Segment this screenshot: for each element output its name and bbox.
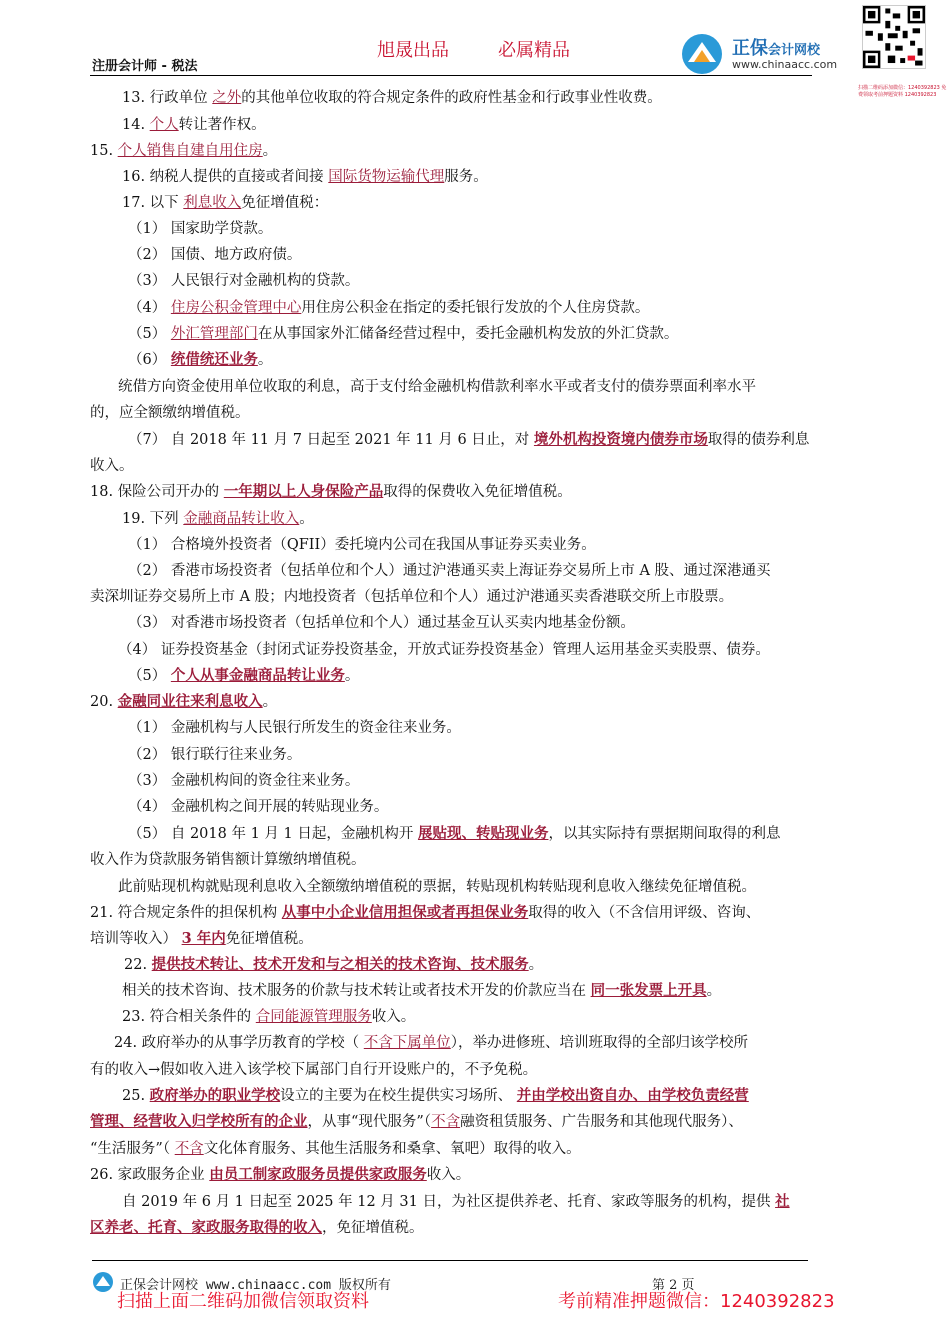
text-line	[128, 666, 359, 686]
text-segment: 免征增值税：	[241, 195, 329, 211]
footer-divider	[92, 1260, 808, 1261]
text-line	[114, 1033, 748, 1053]
slogan-left: 旭晟出品	[377, 40, 449, 61]
keyword-highlight: 一年期以上人身保险产品	[223, 483, 384, 500]
keyword-highlight: 个人	[149, 117, 179, 133]
page-number: 第 2 页	[652, 1278, 695, 1293]
text-segment: 24. 政府举办的从事学历教育的学校（	[114, 1035, 364, 1051]
text-segment: 21. 符合规定条件的担保机构	[90, 905, 282, 921]
text-segment: 收入。	[426, 1167, 471, 1183]
text-line	[90, 1139, 581, 1159]
text-segment: （2） 银行联行往来业务。	[128, 747, 302, 763]
keyword-highlight: 由员工制家政服务员提供家政服务	[209, 1166, 427, 1183]
text-segment: 。	[262, 143, 278, 159]
keyword-highlight: 社	[775, 1193, 790, 1210]
text-segment: （4） 证券投资基金（封闭式证券投资基金，开放式证券投资基金）管理人运用基金买卖股票、债券。	[118, 642, 770, 658]
text-line	[122, 1086, 749, 1106]
text-segment: 20.	[90, 694, 118, 710]
text-segment: 。	[528, 957, 544, 973]
keyword-highlight: 境外机构投资境内债券市场	[533, 431, 708, 448]
text-line	[128, 535, 596, 555]
text-line	[128, 271, 359, 291]
keyword-highlight: 统借统还业务	[170, 351, 258, 368]
text-segment: 13. 行政单位	[122, 90, 213, 106]
text-segment: 的其他单位收取的符合规定条件的政府性基金和行政事业性收费。	[241, 90, 662, 106]
text-line	[90, 692, 277, 712]
text-segment: 取得的收入（不含信用评级、咨询、	[528, 905, 761, 921]
text-line	[128, 430, 809, 450]
text-line	[122, 509, 314, 529]
text-segment: 自 2019 年 6 月 1 日起至 2025 年 12 月 31 日，为社区提供养老、托育、家政等服务的机构，提供	[122, 1194, 776, 1210]
header-divider	[90, 75, 812, 76]
text-segment: “生活服务”（	[90, 1141, 175, 1157]
text-line	[90, 1060, 537, 1080]
text-line	[90, 1112, 743, 1132]
text-line	[128, 613, 635, 633]
text-segment: 统借方向资金使用单位收取的利息，高于支付给金融机构借款利率水平或者支付的债券票面利率水平	[118, 379, 756, 395]
text-segment: 16. 纳税人提供的直接或者间接	[122, 169, 329, 185]
text-line	[122, 193, 328, 213]
text-segment: （1） 合格境外投资者（QFII）委托境内公司在我国从事证券买卖业务。	[128, 537, 596, 553]
text-line	[128, 350, 272, 370]
text-segment: （4） 金融机构之间开展的转贴现业务。	[128, 799, 389, 815]
text-line	[90, 141, 277, 161]
text-line	[90, 587, 733, 607]
text-line	[128, 824, 780, 844]
text-segment: 收入。	[371, 1009, 416, 1025]
text-segment: 卖深圳证券交易所上市 A 股；内地投资者（包括单位和个人）通过沪港通买卖香港联交所上市股票。	[90, 589, 734, 605]
text-line	[118, 377, 756, 397]
text-line	[128, 219, 272, 239]
text-line	[128, 745, 301, 765]
text-line	[128, 324, 678, 344]
text-segment: （7） 自 2018 年 11 月 7 日起至 2021 年 11 月 6 日止，对	[128, 432, 534, 448]
text-line	[124, 955, 543, 975]
text-segment: （4）	[128, 300, 171, 316]
text-line	[90, 1218, 424, 1238]
text-segment: 。	[257, 352, 273, 368]
text-segment: 在从事国家外汇储备经营过程中，委托金融机构发放的外汇贷款。	[257, 326, 679, 342]
text-line	[90, 482, 572, 502]
promo-right: 考前精准押题微信：1240392823	[558, 1291, 835, 1312]
text-segment: （2） 国债、地方政府债。	[128, 247, 302, 263]
text-segment: 设立的主要为在校生提供实习场所、	[280, 1088, 517, 1104]
text-line	[122, 115, 266, 135]
keyword-highlight: 外汇管理部门	[170, 326, 258, 342]
promo-left: 扫描上面二维码加微信领取资料	[117, 1291, 369, 1312]
text-segment: （5）	[128, 326, 171, 342]
text-segment: 。	[706, 983, 722, 999]
logo-url: www.chinaacc.com	[732, 58, 838, 71]
keyword-highlight: 从事中小企业信用担保或者再担保业务	[281, 904, 529, 921]
keyword-highlight: 个人销售自建自用住房	[117, 143, 263, 159]
keyword-highlight: 个人从事金融商品转让业务	[170, 667, 345, 684]
text-line	[128, 797, 388, 817]
footer-copyright: 正保会计网校 www.chinaacc.com 版权所有	[120, 1278, 391, 1293]
text-segment: （3） 对香港市场投资者（包括单位和个人）通过基金互认买卖内地基金份额。	[128, 615, 635, 631]
text-line	[90, 1165, 470, 1185]
text-line	[128, 561, 771, 581]
text-line	[90, 403, 250, 423]
keyword-highlight: 合同能源管理服务	[255, 1009, 372, 1025]
text-segment: 融资租赁服务、广告服务和其他现代服务）、	[460, 1114, 743, 1130]
text-segment: 的，应全额缴纳增值税。	[90, 405, 250, 421]
keyword-highlight: 同一张发票上开具	[590, 982, 707, 999]
text-segment: 培训等收入）	[90, 931, 182, 947]
keyword-highlight: 之外	[212, 90, 242, 106]
text-segment: 19. 下列	[122, 511, 184, 527]
text-segment: （1） 金融机构与人民银行所发生的资金往来业务。	[128, 720, 461, 736]
keyword-highlight: 金融同业往来利息收入	[117, 693, 263, 710]
chinaacc-logo-icon	[678, 32, 728, 76]
text-segment: 有的收入→假如收入进入该学校下属部门自行开设账户的，不予免税。	[90, 1062, 538, 1078]
text-segment: 14.	[122, 117, 150, 133]
keyword-highlight: 住房公积金管理中心	[170, 300, 302, 316]
keyword-highlight: 政府举办的职业学校	[149, 1087, 281, 1104]
text-segment: 收入作为贷款服务销售额计算缴纳增值税。	[90, 852, 366, 868]
text-segment: （1） 国家助学贷款。	[128, 221, 273, 237]
text-segment: 用住房公积金在指定的委托银行发放的个人住房贷款。	[301, 300, 650, 316]
text-line	[128, 771, 359, 791]
keyword-highlight: 不含	[431, 1114, 461, 1130]
text-segment: （2） 香港市场投资者（包括单位和个人）通过沪港通买卖上海证券交易所上市 A 股、通过深港通买	[128, 563, 771, 579]
text-line	[122, 981, 721, 1001]
text-segment: 取得的保费收入免征增值税。	[383, 484, 572, 500]
text-segment: 26. 家政服务企业	[90, 1167, 210, 1183]
text-segment: 相关的技术咨询、技术服务的价款与技术转让或者技术开发的价款应当在	[122, 983, 591, 999]
keyword-highlight: 管理、经营收入归学校所有的企业	[90, 1113, 308, 1130]
keyword-highlight: 3 年内	[181, 930, 226, 947]
text-segment: 。	[299, 511, 314, 527]
text-segment: 取得的债券利息	[707, 432, 810, 448]
text-line	[118, 877, 756, 897]
qr-note: 扫描二维码添加微信：1240392823 免费领取考前押题资料 1240392823	[858, 85, 947, 98]
text-segment: 22.	[124, 957, 152, 973]
text-line	[128, 298, 649, 318]
text-segment: 此前贴现机构就贴现利息收入全额缴纳增值税的票据，转贴现机构转贴现利息收入继续免征增值税。	[118, 879, 756, 895]
text-segment: 转让著作权。	[178, 117, 266, 133]
keyword-highlight: 区养老、托育、家政服务取得的收入	[90, 1219, 322, 1236]
text-line	[122, 1007, 415, 1027]
text-segment: 服务。	[444, 169, 488, 185]
keyword-highlight: 金融商品转让收入	[183, 511, 300, 527]
slogan-right: 必属精品	[498, 40, 570, 61]
text-segment: 免征增值税。	[225, 931, 313, 947]
text-segment: 文化体育服务、其他生活服务和桑拿、氧吧）取得的收入。	[203, 1141, 581, 1157]
text-segment: （3） 金融机构间的资金往来业务。	[128, 773, 360, 789]
text-segment: ，从事“现代服务”（	[307, 1114, 432, 1130]
text-line	[122, 1192, 790, 1212]
course-title: 注册会计师 - 税法	[92, 59, 198, 74]
text-segment: 15.	[90, 143, 118, 159]
keyword-highlight: 展贴现、转贴现业务	[417, 825, 549, 842]
qr-code-icon	[862, 5, 926, 69]
text-segment: （6）	[128, 352, 171, 368]
text-segment: （3） 人民银行对金融机构的贷款。	[128, 273, 360, 289]
keyword-highlight: 不含下属单位	[363, 1035, 451, 1051]
text-line	[128, 245, 301, 265]
text-segment: 18. 保险公司开办的	[90, 484, 224, 500]
logo-title: 正保会计网校	[732, 38, 821, 59]
text-segment: 收入。	[90, 458, 134, 474]
text-line	[118, 640, 770, 660]
keyword-highlight: 提供技术转让、技术开发和与之相关的技术咨询、技术服务	[151, 956, 529, 973]
text-line	[122, 88, 662, 108]
text-segment: 。	[344, 668, 360, 684]
text-segment: ，免征增值税。	[322, 1220, 424, 1236]
keyword-highlight: 利息收入	[183, 195, 242, 211]
text-line	[90, 903, 760, 923]
text-line	[90, 850, 366, 870]
text-line	[90, 456, 134, 476]
keyword-highlight: 并由学校出资自办、由学校负责经营	[516, 1087, 749, 1104]
text-segment: （5）	[128, 668, 171, 684]
text-line	[90, 929, 313, 949]
keyword-highlight: 不含	[174, 1141, 204, 1157]
text-segment: 23. 符合相关条件的	[122, 1009, 256, 1025]
footer-logo-icon	[92, 1271, 114, 1293]
text-segment: ，以其实际持有票据期间取得的利息	[548, 826, 781, 842]
text-line	[128, 718, 461, 738]
text-segment: ），举办进修班、培训班取得的全部归该学校所	[450, 1035, 749, 1051]
text-line	[122, 167, 488, 187]
text-segment: 17. 以下	[122, 195, 184, 211]
text-segment: 。	[262, 694, 278, 710]
keyword-highlight: 国际货物运输代理	[328, 169, 445, 185]
text-segment: （5） 自 2018 年 1 月 1 日起，金融机构开	[128, 826, 418, 842]
text-segment: 25.	[122, 1088, 150, 1104]
